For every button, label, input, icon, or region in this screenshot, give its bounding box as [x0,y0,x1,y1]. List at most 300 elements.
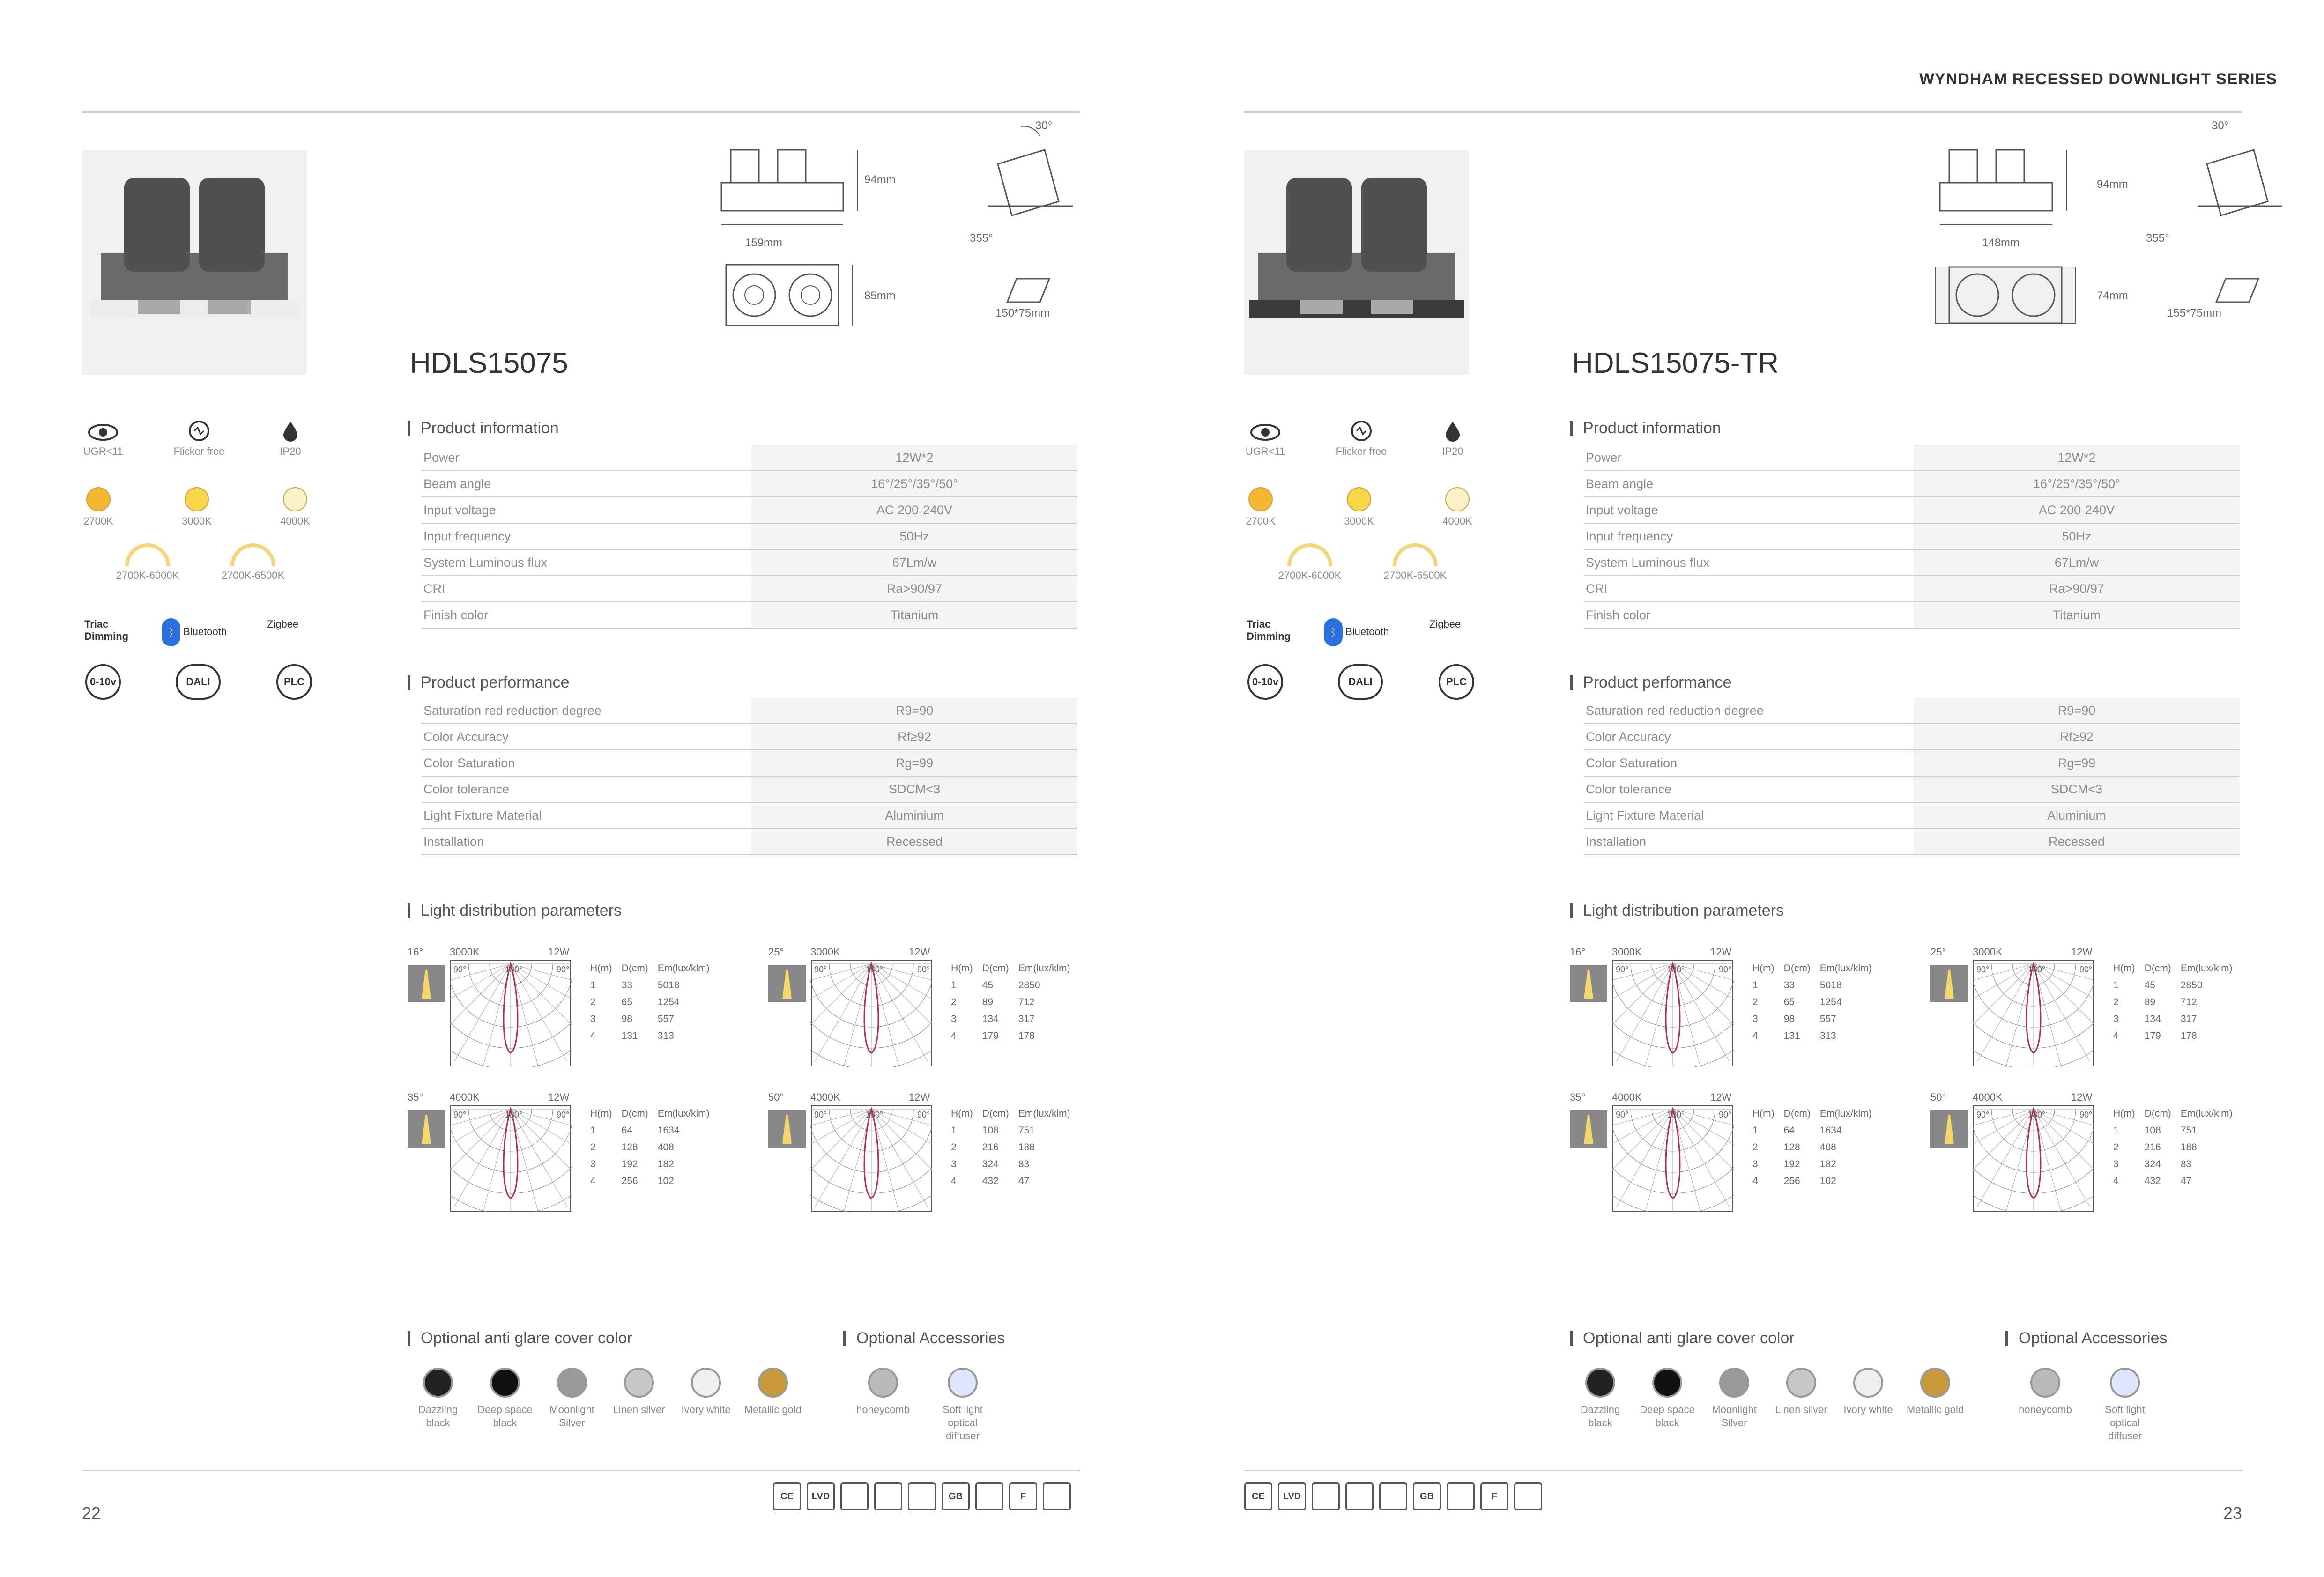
spec-row [422,602,1077,629]
spec-value: 50Hz [1914,524,2240,549]
lux-header: D(cm) [2144,1108,2171,1119]
spec-row [1584,524,2240,550]
polar-diagram [450,959,572,1067]
spec-value: Titanium [1914,602,2240,628]
spec-value: SDCM<3 [1914,777,2240,802]
lux-cell: 178 [1018,1030,1035,1041]
swatch-label: Ivory white [681,1404,731,1415]
lux-cell: 64 [621,1125,633,1136]
lux-header: H(m) [590,963,612,974]
spec-row [1584,576,2240,602]
color-swatch [1347,487,1371,511]
polar-label-left: 90° [453,1110,467,1119]
cct-label: 3000K [810,946,840,958]
dim-cutout-height: 85mm [864,289,896,302]
lux-cell: 2850 [2180,980,2203,991]
spec-value: Ra>90/97 [1914,576,2240,601]
lux-row [1748,1028,1877,1044]
lux-row [586,1139,714,1156]
light-dist-heading: Light distribution parameters [1570,902,1784,920]
spec-row [422,698,1077,724]
lux-row [946,1011,1075,1028]
cert-mark [1312,1482,1340,1510]
tunable-arc-icon [230,543,275,566]
polar-label-right: 90° [1719,965,1732,974]
lux-cell: 47 [1018,1176,1030,1186]
polar-label-center: 180° [505,1110,523,1119]
spec-value: 12W*2 [751,445,1077,470]
accessory-option [932,1368,993,1443]
dim-rotate: 355° [2146,232,2169,244]
swatch-label: Dazzling black [418,1404,458,1429]
bluetooth-control: ᛒ Bluetooth [162,618,246,646]
lux-cell: 2 [1752,997,1758,1007]
polar-label-right: 90° [917,965,930,974]
cct-3000k: 3000K [1340,487,1378,527]
color-swatch [283,487,307,511]
polar-label-right: 90° [557,1110,570,1119]
lux-cell: 83 [1018,1159,1030,1170]
lux-header-row [586,1105,714,1122]
lux-cell: 4 [951,1176,957,1186]
lux-cell: 2850 [1018,980,1040,991]
tunable-2700-6500: 2700K-6500K [213,543,293,582]
swatch-disc [691,1368,721,1398]
polar-label-center: 180° [505,965,523,974]
beam-angle: 50° [1930,1091,1946,1103]
lux-cell: 98 [1783,1014,1795,1024]
tunable-2700-6000: 2700K-6000K [1270,543,1350,582]
spec-row [422,803,1077,829]
bluetooth-icon: ᛒ [1324,618,1343,646]
swatch-label: Moonlight Silver [1712,1404,1757,1429]
lux-cell: 1 [2113,1125,2119,1136]
lux-cell: 188 [1018,1142,1035,1153]
swatch-label: Ivory white [1843,1404,1893,1415]
lux-header: Em(lux/klm) [657,963,710,974]
model-name: HDLS15075-TR [1572,347,1779,379]
certification-marks [773,1482,1071,1510]
beam-icon [408,965,445,1002]
lux-header: H(m) [2113,963,2135,974]
lux-cell: 134 [2144,1014,2161,1024]
polar-label-center: 180° [1667,965,1685,974]
bluetooth-control: ᛒ Bluetooth [1324,618,1408,646]
product-info-heading: Product information [408,419,559,437]
spec-value: Aluminium [751,803,1077,828]
lux-header: D(cm) [982,963,1009,974]
spec-label: Installation [423,834,484,849]
product-info-table [1584,445,2240,629]
lux-row [2109,994,2237,1011]
spec-row [422,724,1077,750]
lux-header: H(m) [590,1108,612,1119]
lux-cell: 2 [951,1142,957,1153]
lux-row [1748,977,1877,994]
lux-cell: 3 [1752,1014,1758,1024]
lux-cell: 108 [2144,1125,2161,1136]
spec-value: 16°/25°/35°/50° [1914,471,2240,496]
lux-cell: 45 [2144,980,2156,991]
lux-row [946,1156,1075,1173]
spec-row [422,471,1077,497]
dim-width: 148mm [1982,237,2020,249]
spec-value: Rg=99 [751,750,1077,776]
swatch-disc [624,1368,654,1398]
cct-2700k: 2700K [1242,487,1279,527]
cover-option [609,1368,669,1416]
spec-row [1584,698,2240,724]
lux-row [586,1173,714,1190]
cover-option [408,1368,468,1429]
lux-cell: 89 [982,997,994,1007]
swatch-disc [948,1368,978,1398]
product-info-heading: Product information [1570,419,1721,437]
lux-row [1748,1156,1877,1173]
swatch-label: Metallic gold [1906,1404,1964,1415]
wattage-label: 12W [1710,946,1732,958]
lux-cell: 2 [951,997,957,1007]
cover-option [1570,1368,1631,1429]
dim-tilt: 30° [1035,119,1053,132]
beam-angle: 16° [408,946,423,958]
lux-row [2109,1173,2237,1190]
spec-label: Finish color [1586,607,1651,622]
cct-label: 4000K [1612,1091,1642,1103]
lux-cell: 131 [621,1030,638,1041]
swatch-label: Linen silver [613,1404,665,1415]
top-divider [82,111,1080,113]
lux-table [1748,960,1877,1044]
lux-header-row [1748,960,1877,977]
swatch-disc [1920,1368,1950,1398]
lux-cell: 432 [2144,1176,2161,1186]
lux-cell: 256 [621,1176,638,1186]
ugr-feature: UGR<11 [1237,419,1293,458]
lux-header-row [946,1105,1075,1122]
spec-label: Color Accuracy [1586,729,1671,744]
lux-row [2109,1139,2237,1156]
flicker-free-icon [187,419,211,443]
spec-row [1584,550,2240,576]
polar-label-left: 90° [1976,965,1990,974]
lux-row [946,994,1075,1011]
zero-ten-v-badge: 0-10v [85,664,121,700]
beam-icon [1570,965,1607,1002]
lux-cell: 3 [2113,1159,2119,1170]
lux-cell: 89 [2144,997,2156,1007]
beam-icon [768,1110,806,1148]
wattage-label: 12W [909,1091,930,1103]
lux-cell: 1 [590,980,596,991]
polar-label-left: 90° [453,965,467,974]
dim-height: 94mm [864,173,896,186]
light-dist-block [1930,1091,2291,1232]
product-perf-heading: Product performance [1570,674,1732,692]
spec-value: Rf≥92 [1914,724,2240,749]
ip-rating-feature: IP20 [1429,419,1476,458]
lux-cell: 1254 [657,997,680,1007]
lux-header: Em(lux/klm) [657,1108,710,1119]
cert-mark [1345,1482,1374,1510]
swatch-label: Moonlight Silver [549,1404,594,1429]
spec-value: 16°/25°/35°/50° [751,471,1077,496]
product-info-table [422,445,1077,629]
spec-label: Color Saturation [1586,755,1678,770]
lux-header: H(m) [1752,1108,1775,1119]
spec-label: CRI [1586,581,1608,596]
spec-value: 12W*2 [1914,445,2240,470]
lux-cell: 188 [2180,1142,2197,1153]
lux-cell: 5018 [1819,980,1842,991]
lux-header-row [2109,1105,2237,1122]
lux-header: Em(lux/klm) [1819,963,1872,974]
bottom-divider [82,1470,1080,1471]
lux-cell: 1 [590,1125,596,1136]
cct-4000k: 4000K [1439,487,1476,527]
cct-label: 3000K [1973,946,2003,958]
lux-cell: 45 [982,980,994,991]
lux-cell: 408 [657,1142,674,1153]
color-swatch [1248,487,1273,511]
page-number: 23 [2223,1503,2242,1523]
light-dist-block [768,1091,1129,1232]
cover-option [542,1368,602,1429]
lux-cell: 5018 [657,980,680,991]
plc-badge: PLC [276,664,312,700]
lux-cell: 313 [657,1030,674,1041]
wattage-label: 12W [548,946,570,958]
lux-cell: 131 [1783,1030,1800,1041]
spec-label: Color Accuracy [423,729,509,744]
spec-value: Recessed [751,829,1077,854]
dim-cutout: 150*75mm [995,307,1050,319]
cct-label: 4000K [1973,1091,2003,1103]
wattage-label: 12W [2071,946,2093,958]
right-page [1162,0,2324,1577]
lux-table [2109,960,2237,1044]
cct-label: 4000K [450,1091,480,1103]
tunable-arc-icon [1393,543,1438,566]
accessory-option [2015,1368,2076,1416]
lux-cell: 64 [1783,1125,1795,1136]
lux-table [586,1105,714,1190]
spec-value: Ra>90/97 [751,576,1077,601]
wattage-label: 12W [909,946,930,958]
swatch-disc [1786,1368,1816,1398]
cert-mark: LVD [807,1482,835,1510]
cert-mark: CE [773,1482,801,1510]
spec-value: R9=90 [1914,698,2240,723]
swatch-label: Metallic gold [744,1404,802,1415]
lux-row [586,1122,714,1139]
spec-value: AC 200-240V [751,497,1077,523]
dali-badge: DALI [176,664,221,700]
lux-row [586,1011,714,1028]
cover-option [1771,1368,1832,1416]
lux-cell: 216 [2144,1142,2161,1153]
swatch-disc [490,1368,520,1398]
lux-cell: 3 [590,1159,596,1170]
lux-row [586,1156,714,1173]
polar-label-left: 90° [1976,1110,1990,1119]
cert-mark [1379,1482,1407,1510]
cert-mark [908,1482,936,1510]
product-perf-heading: Product performance [408,674,570,692]
lux-cell: 1 [951,980,957,991]
polar-diagram [810,959,932,1067]
wattage-label: 12W [1710,1091,1732,1103]
flicker-free-feature: Flicker free [166,419,232,458]
water-drop-icon [279,419,302,443]
spec-value: Aluminium [1914,803,2240,828]
beam-icon [768,965,806,1002]
swatch-label: Soft light optical diffuser [2105,1404,2145,1442]
cover-option [1905,1368,1966,1416]
polar-label-right: 90° [2079,965,2093,974]
cert-mark: F [1009,1482,1037,1510]
spec-row [422,829,1077,855]
triac-dimming: Triac Dimming [1247,618,1291,642]
lux-cell: 128 [621,1142,638,1153]
beam-icon [1930,965,1968,1002]
product-perf-table [422,698,1077,855]
spec-row [422,750,1077,777]
lux-cell: 128 [1783,1142,1800,1153]
lux-cell: 108 [982,1125,999,1136]
lux-header: D(cm) [1783,963,1811,974]
beam-icon [1930,1110,1968,1148]
lux-cell: 98 [621,1014,633,1024]
polar-label-center: 180° [2028,1110,2046,1119]
spec-label: Power [1586,450,1622,465]
polar-diagram [1973,959,2094,1067]
bottom-divider [1244,1470,2242,1471]
lux-header: D(cm) [1783,1108,1811,1119]
accessory-option [853,1368,913,1416]
beam-angle: 25° [768,946,784,958]
spec-value: Rf≥92 [751,724,1077,749]
lux-cell: 3 [2113,1014,2119,1024]
spec-label: Light Fixture Material [423,808,542,822]
spec-label: Saturation red reduction degree [423,703,601,718]
lux-cell: 1 [951,1125,957,1136]
lux-cell: 256 [1783,1176,1800,1186]
swatch-disc [758,1368,788,1398]
lux-header: D(cm) [621,1108,648,1119]
lux-cell: 313 [1819,1030,1836,1041]
swatch-disc [557,1368,587,1398]
lux-cell: 1634 [657,1125,680,1136]
lux-cell: 83 [2180,1159,2192,1170]
lux-header-row [586,960,714,977]
lux-header: Em(lux/klm) [1018,1108,1070,1119]
cover-option [742,1368,803,1416]
lux-cell: 182 [1819,1159,1836,1170]
lux-cell: 3 [590,1014,596,1024]
lux-row [946,1122,1075,1139]
certification-marks [1244,1482,1542,1510]
beam-icon [408,1110,445,1148]
lux-table [946,1105,1075,1190]
polar-label-left: 90° [1616,1110,1629,1119]
lux-cell: 317 [2180,1014,2197,1024]
spec-value: R9=90 [751,698,1077,723]
lux-cell: 432 [982,1176,999,1186]
polar-label-center: 180° [1667,1110,1685,1119]
cover-option [1704,1368,1765,1429]
spec-value: Recessed [1914,829,2240,854]
lux-cell: 47 [2180,1176,2192,1186]
lux-row [2109,977,2237,994]
color-swatch [1445,487,1470,511]
tunable-arc-icon [1287,543,1332,566]
cert-mark: GB [942,1482,970,1510]
lux-header: D(cm) [2144,963,2171,974]
light-dist-block [1570,946,1930,1087]
lux-row [1748,994,1877,1011]
dim-cutout: 155*75mm [2167,307,2222,319]
swatch-disc [1719,1368,1749,1398]
lux-cell: 1 [1752,1125,1758,1136]
swatch-disc [1853,1368,1883,1398]
lux-cell: 317 [1018,1014,1035,1024]
cct-label: 3000K [450,946,480,958]
polar-label-right: 90° [917,1110,930,1119]
eye-icon [87,419,119,443]
swatch-disc [2110,1368,2140,1398]
spec-label: Input voltage [1586,503,1658,517]
lux-header: H(m) [2113,1108,2135,1119]
light-dist-block [408,1091,768,1232]
lux-row [2109,1028,2237,1044]
lux-row [946,977,1075,994]
spec-row [1584,829,2240,855]
polar-label-center: 180° [866,1110,884,1119]
eye-icon [1249,419,1282,443]
lux-cell: 557 [657,1014,674,1024]
spec-value: SDCM<3 [751,777,1077,802]
product-photo [82,150,307,375]
dim-cutout-height: 74mm [2097,289,2128,302]
lux-header-row [2109,960,2237,977]
lux-row [586,994,714,1011]
spec-label: Input voltage [423,503,496,517]
spec-label: Color tolerance [1586,782,1672,796]
lux-row [1748,1173,1877,1190]
spec-row [1584,750,2240,777]
spec-value: AC 200-240V [1914,497,2240,523]
lux-header: D(cm) [982,1108,1009,1119]
ip-rating-feature: IP20 [267,419,314,458]
zigbee-control: Zigbee [1429,618,1461,630]
lux-row [1748,1139,1877,1156]
flicker-free-feature: Flicker free [1329,419,1394,458]
lux-cell: 3 [951,1159,957,1170]
lux-row [1748,1011,1877,1028]
product-perf-table [1584,698,2240,855]
cert-mark: CE [1244,1482,1272,1510]
spec-row [422,576,1077,602]
light-dist-block [408,946,768,1087]
swatch-label: Soft light optical diffuser [943,1404,983,1442]
lux-row [586,977,714,994]
cover-option [1637,1368,1698,1429]
lux-row [2109,1122,2237,1139]
lux-row [586,1028,714,1044]
swatch-label: honeycomb [856,1404,910,1415]
cert-mark [1514,1482,1542,1510]
